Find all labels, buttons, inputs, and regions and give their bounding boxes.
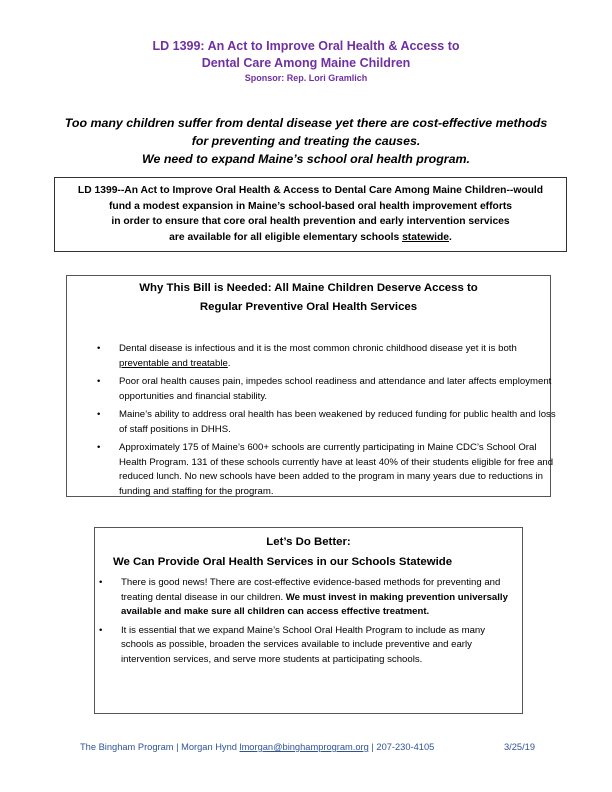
summary-box bbox=[54, 177, 567, 252]
intro-line-3: We need to expand Maine’s school oral health program. bbox=[142, 152, 470, 166]
email-link[interactable]: lmorgan@binghamprogram.org bbox=[239, 742, 369, 752]
list-item bbox=[97, 408, 559, 437]
why-heading-line-1: Why This Bill is Needed: All Maine Children Deserve Access to bbox=[139, 282, 478, 294]
document-title bbox=[0, 38, 612, 85]
intro-statement bbox=[40, 114, 572, 168]
list-item bbox=[99, 576, 511, 620]
summary-line-4 bbox=[59, 230, 562, 246]
item-text-end: . bbox=[227, 357, 231, 369]
why-needed-heading bbox=[67, 279, 550, 317]
bullet-icon: • bbox=[97, 409, 101, 420]
summary-line-4-text: are available for all eligible elementary schools bbox=[169, 231, 403, 243]
list-item bbox=[97, 441, 559, 499]
list-item bbox=[97, 342, 559, 371]
intro-line-1: Too many children suffer from dental disease yet there are cost-effective methods bbox=[64, 116, 548, 130]
bullet-icon: • bbox=[97, 376, 101, 387]
bullet-icon: • bbox=[97, 442, 101, 453]
statewide-emphasis: statewide bbox=[402, 231, 449, 243]
title-line-2: Dental Care Among Maine Children bbox=[201, 56, 411, 70]
bullet-icon: • bbox=[99, 624, 103, 636]
item-text: Poor oral health causes pain, impedes school readiness and attendance and later affects employment opportunities and financial stability. bbox=[119, 376, 552, 402]
item-text: Approximately 175 of Maine’s 600+ schools are currently participating in Maine CDC’s School Oral Health Program. 131 of these schools currently have at least 40% of their students eligible for free and reduced lunch. No new schools have been added to the program in many years due to reductions in funding and staffing for the program. bbox=[119, 442, 554, 497]
item-text: There is good news! There are cost-effective evidence-based methods for preventing and treating dental disease in our children. bbox=[121, 577, 501, 603]
do-better-list bbox=[99, 576, 511, 671]
footer-contact bbox=[80, 742, 540, 752]
list-item bbox=[97, 375, 559, 404]
item-text: Dental disease is infectious and it is the most common chronic childhood disease yet it is both bbox=[119, 343, 517, 354]
why-needed-list bbox=[93, 326, 559, 503]
item-bold-text: We must invest in making prevention universally available and make sure all children can access effective treatment. bbox=[121, 591, 508, 617]
summary-line-2: fund a modest expansion in Maine’s school-based oral health improvement efforts bbox=[109, 200, 512, 212]
summary-line-3: in order to ensure that core oral health prevention and early intervention services bbox=[111, 216, 510, 227]
do-better-heading: Let’s Do Better: bbox=[266, 536, 351, 548]
footer-date: 3/25/19 bbox=[504, 742, 536, 752]
do-better-subheading: We Can Provide Oral Health Services in our Schools Statewide bbox=[113, 556, 453, 568]
bullet-icon: • bbox=[99, 577, 103, 588]
why-heading-line-2: Regular Preventive Oral Health Services bbox=[199, 301, 418, 313]
item-text: Maine’s ability to address oral health has been weakened by reduced funding for public health and loss of staff positions in DHHS. bbox=[119, 409, 556, 435]
bullet-icon: • bbox=[97, 343, 101, 354]
do-better-box bbox=[94, 527, 523, 714]
list-item bbox=[99, 624, 511, 668]
item-text: It is essential that we expand Maine’s School Oral Health Program to include as many schools as possible, broaden the services available to include preventive and early intervention services, and serve more students at participating schools. bbox=[121, 624, 486, 665]
footer-org-contact: The Bingham Program | Morgan Hynd bbox=[80, 742, 240, 752]
footer-phone: | 207-230-4105 bbox=[368, 742, 435, 752]
title-line-1: LD 1399: An Act to Improve Oral Health & Access to bbox=[152, 39, 460, 53]
summary-line-4-end: . bbox=[449, 231, 452, 243]
sponsor-line: Sponsor: Rep. Lori Gramlich bbox=[244, 73, 368, 83]
why-needed-box bbox=[66, 275, 556, 497]
intro-line-2: for preventing and treating the causes. bbox=[191, 134, 421, 148]
item-underlined-text: preventable and treatable bbox=[119, 357, 228, 369]
summary-line-1: LD 1399--An Act to Improve Oral Health & Access to Dental Care Among Maine Children--would bbox=[77, 185, 544, 196]
